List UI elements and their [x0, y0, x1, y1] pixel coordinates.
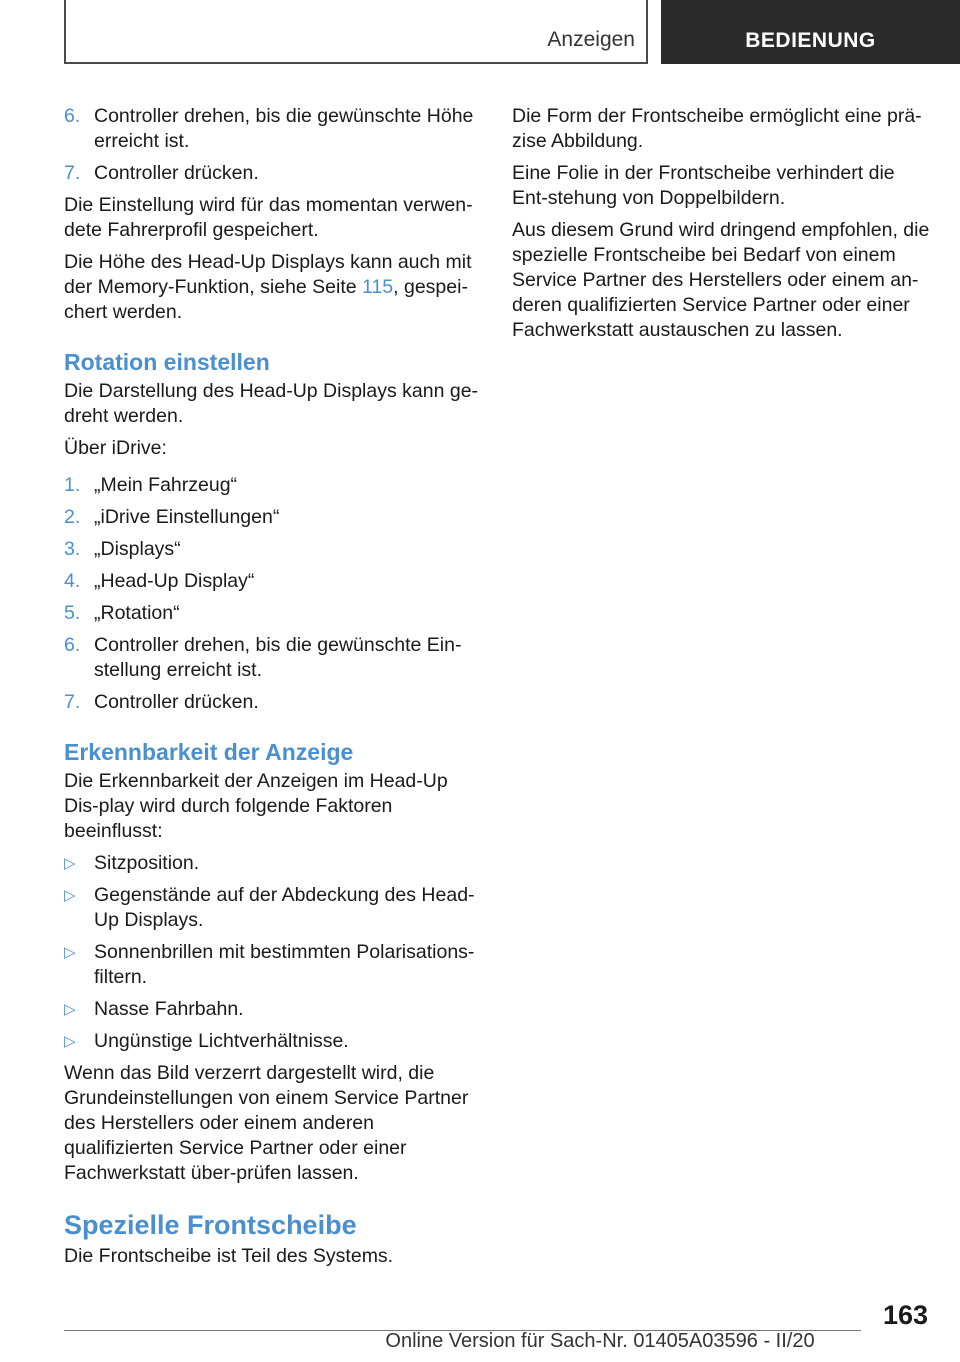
step-number: 7. [64, 162, 81, 184]
bullet-text: Nasse Fahrbahn. [94, 998, 244, 1020]
bullet-text: Ungünstige Lichtverhältnisse. [94, 1030, 349, 1052]
rotation-intro: Die Darstellung des Head-Up Displays kann ge-dreht werden. [64, 380, 479, 427]
triangle-bullet-icon: ▷ [64, 855, 76, 872]
list-item [64, 161, 482, 186]
windshield-paragraph: Aus diesem Grund wird dringend empfohlen, die spezielle Frontscheibe bei Bedarf von einem Service Partner des Herstellers oder einem an-deren qualifizierten Service Partner oder einer Fachwerkstatt austauschen zu lassen. [512, 219, 930, 341]
windshield-heading: Spezielle Frontscheibe [64, 1210, 357, 1240]
header-section-title: Anzeigen [547, 28, 635, 51]
visibility-outro: Wenn das Bild verzerrt dargestellt wird, die Grundeinstellungen von einem Service Partner des Herstellers oder einem anderen qualifizierten Service Partner oder einer Fachwerkstatt über-prüfen lassen. [64, 1062, 469, 1184]
rotation-steps [64, 473, 482, 715]
windshield-paragraph: Eine Folie in der Frontscheibe verhindert die Ent-stehung von Doppelbildern. [512, 162, 895, 209]
list-item [64, 940, 482, 990]
list-item [64, 997, 482, 1022]
step-number: 1. [64, 474, 81, 496]
left-column [64, 104, 482, 1276]
visibility-heading: Erkennbarkeit der Anzeige [64, 739, 354, 765]
list-item [64, 690, 482, 715]
triangle-bullet-icon: ▷ [64, 944, 76, 961]
step-text: „Rotation“ [94, 602, 180, 624]
step-text: „Head-Up Display“ [94, 570, 255, 592]
header-chapter-tab: BEDIENUNG [661, 0, 960, 64]
step-text: „Mein Fahrzeug“ [94, 474, 238, 496]
list-item [64, 473, 482, 498]
page-number: 163 [882, 1300, 928, 1330]
rotation-heading: Rotation einstellen [64, 349, 270, 375]
list-item [64, 505, 482, 530]
step-number: 6. [64, 105, 81, 127]
triangle-bullet-icon: ▷ [64, 887, 76, 904]
bullet-text: Sitzposition. [94, 852, 200, 874]
list-item [64, 569, 482, 594]
memory-note-text-end: , gespei-chert werden. [64, 276, 468, 323]
bullet-text: Sonnenbrillen mit bestimmten Polarisations-filtern. [94, 941, 475, 988]
step-number: 4. [64, 570, 81, 592]
step-text: „Displays“ [94, 538, 181, 560]
list-item [64, 601, 482, 626]
step-number: 5. [64, 602, 81, 624]
list-item [64, 537, 482, 562]
step-text: Controller drehen, bis die gewünschte Ein-stellung erreicht ist. [94, 634, 462, 681]
step-number: 6. [64, 634, 81, 656]
rotation-via: Über iDrive: [64, 437, 167, 459]
list-item [64, 1029, 482, 1054]
step-text: „iDrive Einstellungen“ [94, 506, 280, 528]
step-text: Controller drehen, bis die gewünschte Höhe erreicht ist. [94, 105, 474, 152]
visibility-intro: Die Erkennbarkeit der Anzeigen im Head-Up Dis-play wird durch folgende Faktoren beeinflusst: [64, 770, 448, 842]
step-number: 3. [64, 538, 81, 560]
list-item [64, 104, 482, 154]
step-number: 7. [64, 691, 81, 713]
list-item [64, 851, 482, 876]
right-column [512, 104, 930, 350]
windshield-intro: Die Frontscheibe ist Teil des Systems. [64, 1245, 394, 1267]
footer-online-version: Online Version für Sach-Nr. 01405A03596 - II/20 [385, 1330, 815, 1352]
memory-note [64, 250, 482, 325]
page-reference-link[interactable]: 115 [362, 276, 394, 298]
step-text: Controller drücken. [94, 691, 259, 713]
list-item [64, 883, 482, 933]
profile-note: Die Einstellung wird für das momentan verwen-dete Fahrerprofil gespeichert. [64, 194, 473, 241]
list-item [64, 633, 482, 683]
triangle-bullet-icon: ▷ [64, 1001, 76, 1018]
memory-note-text: Die Höhe des Head-Up Displays kann auch mit der Memory-Funktion, siehe Seite [64, 251, 472, 298]
bullet-text: Gegenstände auf der Abdeckung des Head-Up Displays. [94, 884, 475, 931]
step-text: Controller drücken. [94, 162, 259, 184]
step-number: 2. [64, 506, 81, 528]
windshield-paragraph: Die Form der Frontscheibe ermöglicht eine prä-zise Abbildung. [512, 105, 922, 152]
triangle-bullet-icon: ▷ [64, 1033, 76, 1050]
